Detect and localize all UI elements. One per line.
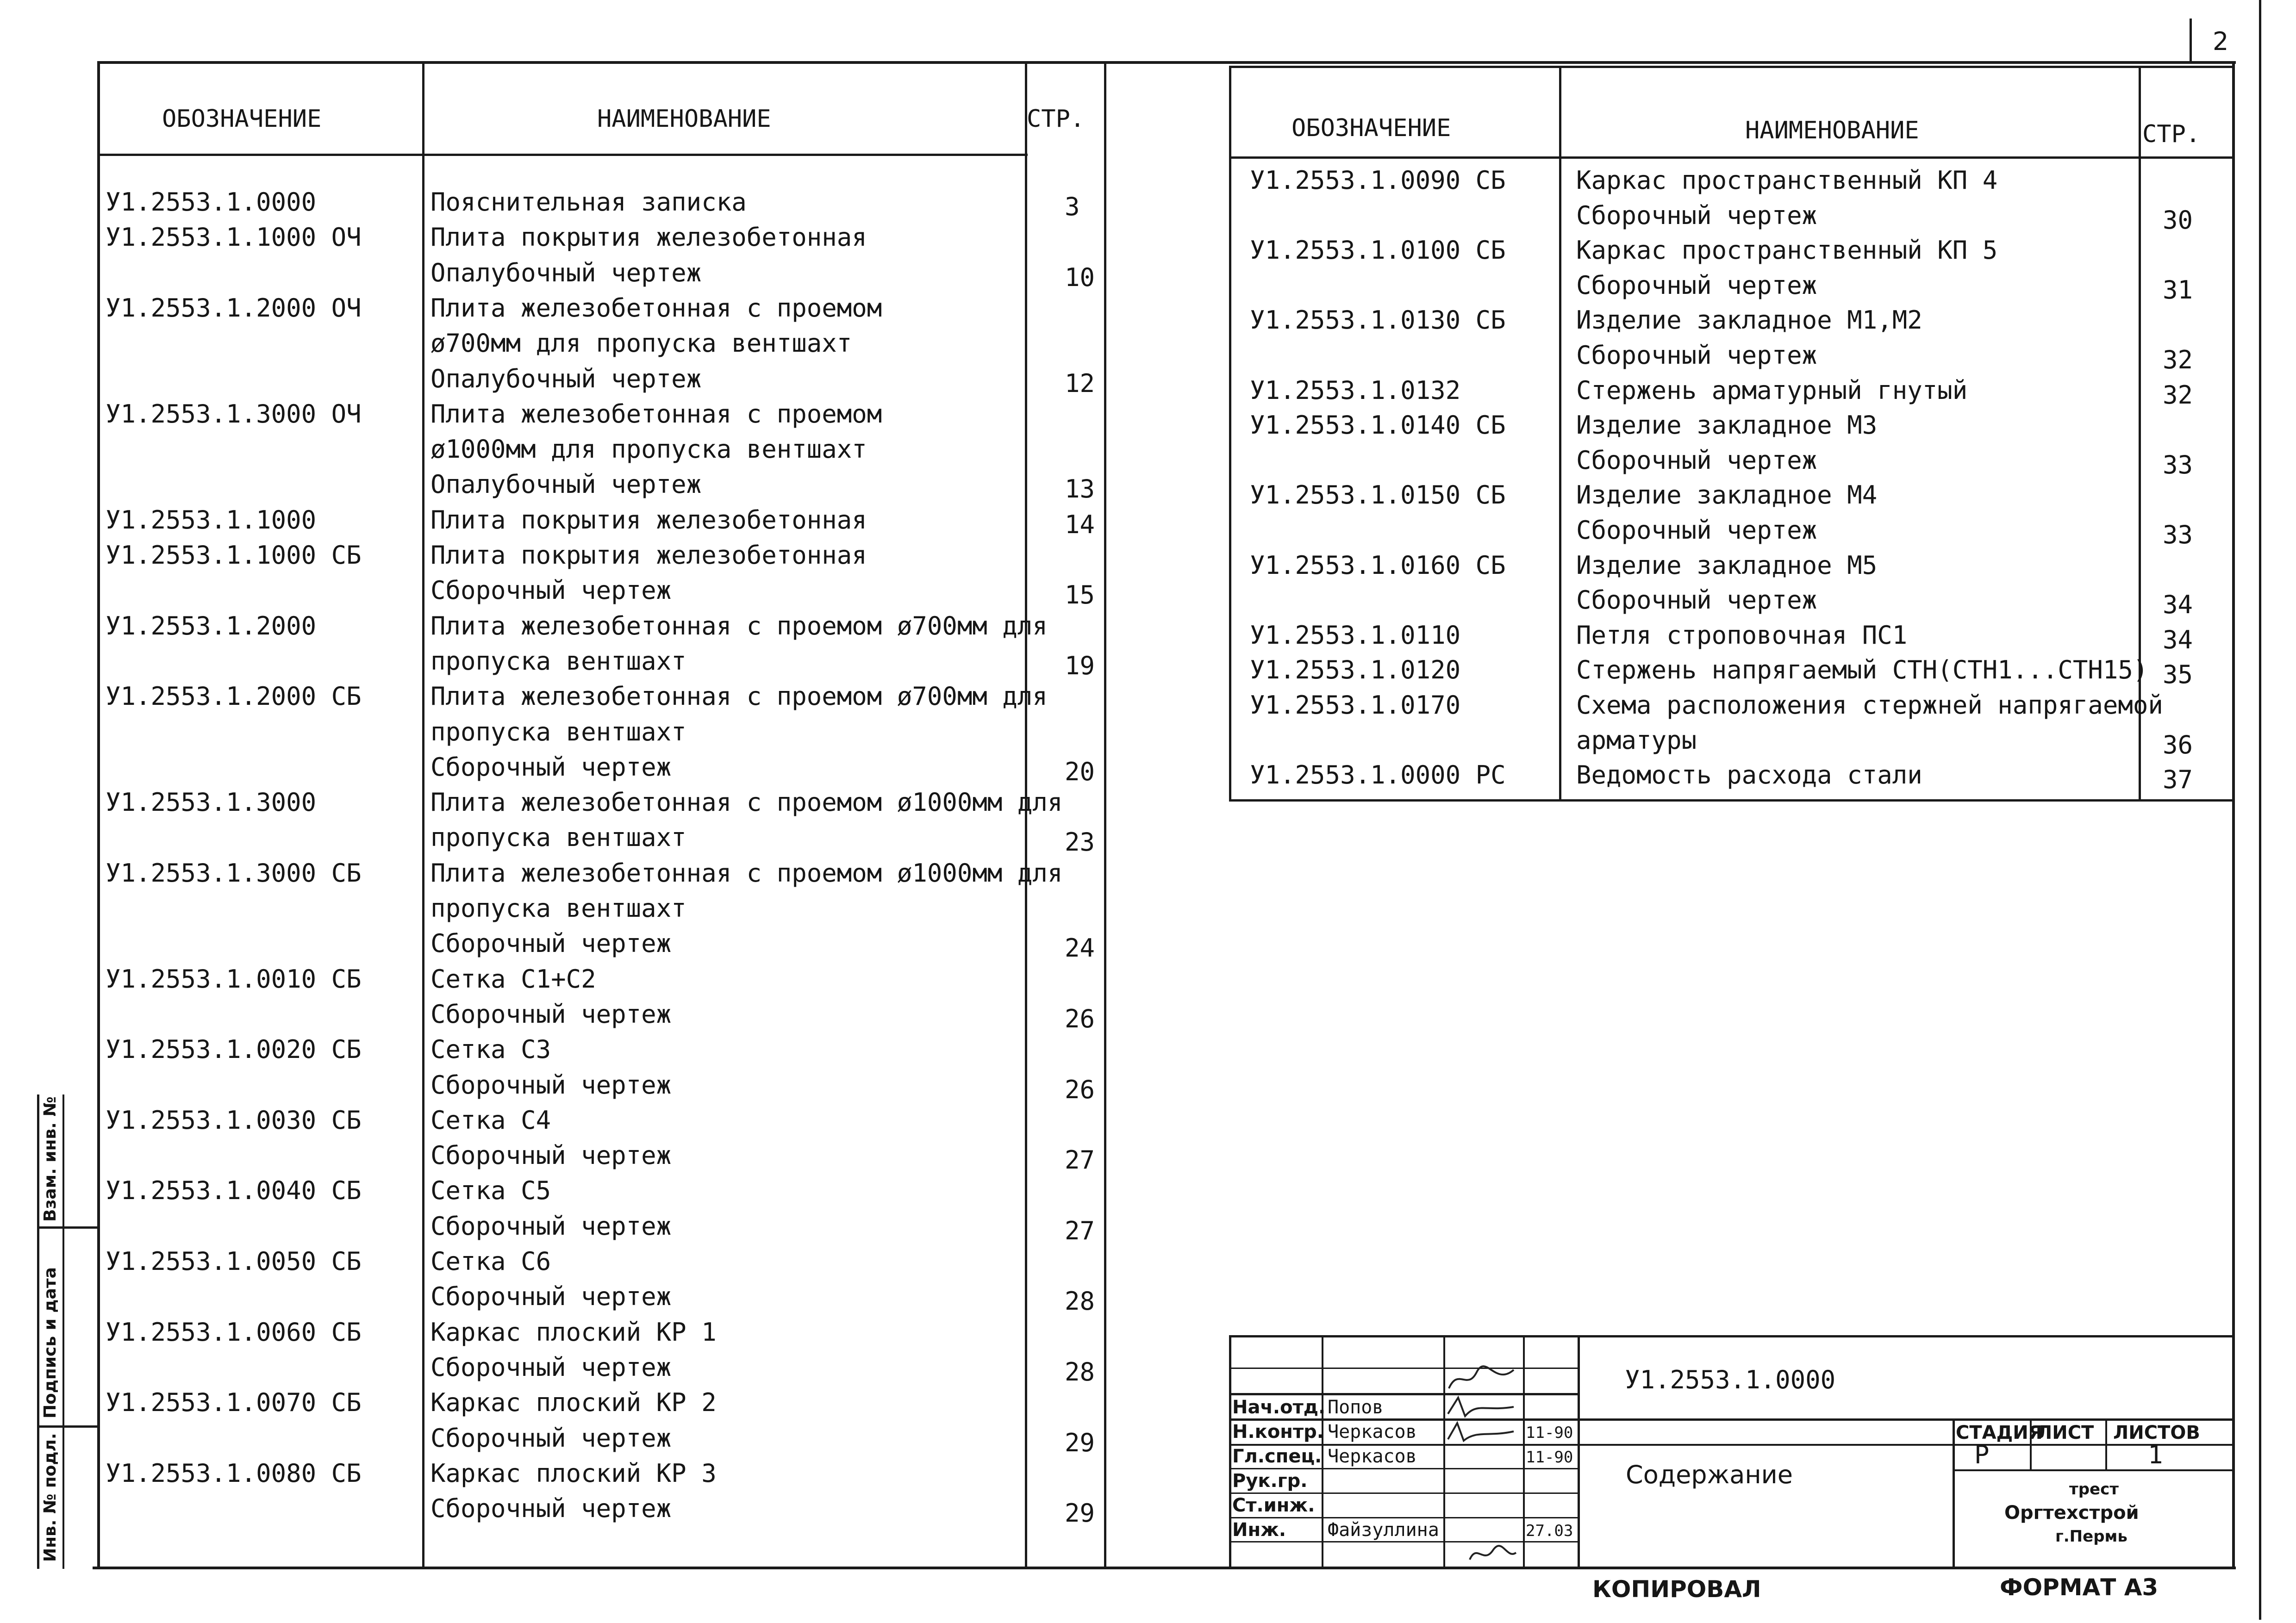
left-row-page: 28	[1065, 1357, 1095, 1387]
left-col-sep-3	[1104, 61, 1106, 1569]
left-header-code: ОБОЗНАЧЕНИЕ	[162, 105, 322, 133]
tb-org-line1: трест	[2069, 1480, 2119, 1499]
tb-col-d	[1578, 1335, 1580, 1567]
tb-sheet-label: ЛИСТ	[2037, 1422, 2094, 1443]
left-row-name: пропуска вентшахт	[430, 646, 686, 676]
left-row-name: Каркас плоский КР 1	[430, 1317, 717, 1347]
right-row-code: У1.2553.1.0132	[1250, 375, 1461, 405]
right-row-name: Изделие закладное М1,М2	[1576, 305, 1922, 335]
left-row-code: У1.2553.1.1000 ОЧ	[106, 223, 362, 252]
right-row-name: Изделие закладное М3	[1576, 410, 1878, 440]
left-row-code: У1.2553.1.2000	[106, 611, 317, 640]
tb-grid-h8	[1229, 1541, 1578, 1542]
tb-grid-h1	[1229, 1368, 1578, 1369]
left-row-name: Плита железобетонная с проемом	[430, 399, 882, 429]
left-row-name: Плита железобетонная с проемом ø1000мм для	[430, 858, 1063, 888]
right-row-code: У1.2553.1.0000 РС	[1250, 760, 1506, 790]
left-row-page: 15	[1065, 580, 1095, 610]
frame-top-line	[97, 61, 2236, 64]
right-row-name: Схема расположения стержней напрягаемой	[1576, 690, 2163, 720]
left-row-name: ø1000мм для пропуска вентшахт	[430, 435, 867, 464]
right-header-code: ОБОЗНАЧЕНИЕ	[1292, 114, 1451, 142]
left-row-page: 20	[1065, 757, 1095, 786]
left-row-name: Каркас плоский КР 2	[430, 1388, 717, 1418]
tb-doc-code: У1.2553.1.0000	[1625, 1365, 1836, 1394]
left-row-name: Сетка С3	[430, 1035, 551, 1064]
right-row-page: 34	[2163, 625, 2193, 654]
right-row-code: У1.2553.1.0120	[1250, 655, 1461, 685]
left-row-name: Сборочный чертеж	[430, 752, 672, 782]
tb-row-role: Ст.инж.	[1232, 1495, 1315, 1516]
signature-4	[1467, 1541, 1518, 1567]
right-row-name: арматуры	[1576, 725, 1697, 755]
tb-stage-bottom	[1953, 1469, 2235, 1471]
right-row-code: У1.2553.1.0130 СБ	[1250, 305, 1506, 335]
left-row-name: Плита железобетонная с проемом	[430, 293, 882, 323]
left-row-name: Сборочный чертеж	[430, 1282, 672, 1312]
left-row-page: 23	[1065, 827, 1095, 857]
page-number-box-left	[2190, 19, 2192, 62]
left-row-code: У1.2553.1.2000 ОЧ	[106, 293, 362, 323]
right-table-bottom	[1229, 799, 2234, 802]
right-table-top	[1229, 66, 2234, 68]
left-row-page: 14	[1065, 510, 1095, 539]
right-row-page: 30	[2163, 205, 2193, 235]
left-row-name: Опалубочный чертеж	[430, 364, 702, 393]
right-row-name: Сборочный чертеж	[1576, 585, 1817, 615]
tb-row-role: Нач.отд.	[1232, 1397, 1326, 1418]
tb-stage-left	[1953, 1418, 1955, 1567]
right-row-code: У1.2553.1.0160 СБ	[1250, 550, 1506, 580]
left-row-page: 13	[1065, 474, 1095, 504]
tb-row-name: Черкасов	[1328, 1421, 1417, 1443]
frame-right-line	[2232, 61, 2235, 1569]
tb-sheets-label: ЛИСТОВ	[2113, 1422, 2200, 1443]
left-row-page: 26	[1065, 1004, 1095, 1033]
left-row-code: У1.2553.1.0030 СБ	[106, 1105, 362, 1135]
right-row-name: Сборочный чертеж	[1576, 200, 1817, 230]
right-header-name: НАИМЕНОВАНИЕ	[1745, 117, 1919, 144]
side-stamp-inv: Инв. № подл.	[41, 1433, 60, 1562]
tb-top	[1229, 1335, 2234, 1337]
left-row-code: У1.2553.1.0060 СБ	[106, 1317, 362, 1347]
right-row-name: Изделие закладное М5	[1576, 550, 1878, 580]
right-row-name: Каркас пространственный КП 4	[1576, 166, 1998, 195]
left-row-name: Сборочный чертеж	[430, 929, 672, 958]
right-row-name: Сборочный чертеж	[1576, 270, 1817, 300]
left-row-name: Плита покрытия железобетонная	[430, 505, 867, 535]
right-row-name: Каркас пространственный КП 5	[1576, 236, 1998, 265]
right-row-name: Петля строповочная ПС1	[1576, 620, 1908, 650]
tb-org-line3: г.Пермь	[2055, 1527, 2128, 1546]
tb-sheets-value: 1	[2148, 1440, 2163, 1469]
left-row-name: Плита железобетонная с проемом ø1000мм для	[430, 788, 1063, 817]
left-row-code: У1.2553.1.0020 СБ	[106, 1035, 362, 1064]
right-row-name: Изделие закладное М4	[1576, 480, 1878, 510]
left-row-code: У1.2553.1.0080 СБ	[106, 1458, 362, 1488]
tb-col-a	[1322, 1335, 1323, 1567]
tb-left	[1229, 1335, 1231, 1567]
tb-row-role: Инж.	[1232, 1519, 1286, 1541]
right-row-page: 36	[2163, 730, 2193, 759]
right-row-page: 37	[2163, 765, 2193, 795]
left-row-page: 12	[1065, 368, 1095, 398]
right-row-name: Ведомость расхода стали	[1576, 760, 1922, 790]
right-row-page: 35	[2163, 660, 2193, 690]
left-row-code: У1.2553.1.0050 СБ	[106, 1247, 362, 1276]
tb-grid-h2	[1229, 1393, 1578, 1395]
left-row-name: Сетка С6	[430, 1247, 551, 1276]
left-row-name: Сборочный чертеж	[430, 1070, 672, 1100]
side-stamp-mid-line	[62, 1094, 64, 1569]
tb-stage-value: Р	[1974, 1440, 1990, 1469]
right-row-code: У1.2553.1.0090 СБ	[1250, 166, 1506, 195]
right-row-name: Сборочный чертеж	[1576, 445, 1817, 475]
left-row-page: 19	[1065, 651, 1095, 680]
left-row-name: Плита железобетонная с проемом ø700мм для	[430, 682, 1048, 711]
left-row-code: У1.2553.1.2000 СБ	[106, 682, 362, 711]
left-row-name: Сетка С1+С2	[430, 964, 596, 994]
left-row-name: Плита покрытия железобетонная	[430, 541, 867, 570]
left-row-page: 27	[1065, 1216, 1095, 1245]
left-row-code: У1.2553.1.3000 СБ	[106, 858, 362, 888]
left-row-name: Сборочный чертеж	[430, 1352, 672, 1382]
tb-stage-label: СТАДИЯ	[1956, 1422, 2043, 1443]
left-row-name: Опалубочный чертеж	[430, 470, 702, 499]
right-row-code: У1.2553.1.0100 СБ	[1250, 236, 1506, 265]
left-row-page: 29	[1065, 1428, 1095, 1457]
left-row-page: 29	[1065, 1499, 1095, 1528]
signature-3	[1444, 1418, 1518, 1446]
tb-grid-h5	[1229, 1468, 1578, 1469]
left-row-name: Сборочный чертеж	[430, 1423, 672, 1453]
left-row-name: Опалубочный чертеж	[430, 258, 702, 287]
right-row-code: У1.2553.1.0150 СБ	[1250, 480, 1506, 510]
left-row-name: Сборочный чертеж	[430, 1141, 672, 1170]
left-row-name: Сборочный чертеж	[430, 999, 672, 1029]
right-row-page: 32	[2163, 380, 2193, 410]
tb-org-line2: Оргтехстрой	[2004, 1502, 2139, 1524]
tb-row-date: 27.03	[1526, 1522, 1573, 1540]
right-header-rule	[1229, 156, 2234, 159]
left-row-code: У1.2553.1.0070 СБ	[106, 1388, 362, 1418]
frame-bottom-line	[93, 1567, 2236, 1569]
right-row-name: Сборочный чертеж	[1576, 341, 1817, 370]
left-row-name: пропуска вентшахт	[430, 823, 686, 852]
tb-row-name: Черкасов	[1328, 1446, 1417, 1467]
footer-format: ФОРМАТ А3	[2000, 1574, 2159, 1601]
side-stamp-replace: Взам. инв. №	[41, 1096, 60, 1222]
left-row-code: У1.2553.1.0000	[106, 187, 317, 217]
left-row-name: Сетка С5	[430, 1176, 551, 1206]
tb-stage-sep-2	[2105, 1418, 2107, 1469]
right-row-page: 32	[2163, 345, 2193, 374]
left-row-code: У1.2553.1.0010 СБ	[106, 964, 362, 994]
frame-left-line	[97, 61, 100, 1569]
left-row-name: пропуска вентшахт	[430, 717, 686, 746]
right-row-name: Стержень арматурный гнутый	[1576, 375, 1968, 405]
left-row-name: Сборочный чертеж	[430, 1211, 672, 1241]
left-row-code: У1.2553.1.3000	[106, 788, 317, 817]
tb-row-role: Н.контр.	[1232, 1421, 1324, 1443]
left-row-page: 24	[1065, 933, 1095, 963]
footer-copied: КОПИРОВАЛ	[1592, 1576, 1761, 1603]
left-row-name: пропуска вентшахт	[430, 894, 686, 923]
left-row-name: Пояснительная записка	[430, 187, 747, 217]
tb-row-name: Попов	[1328, 1397, 1384, 1418]
right-row-page: 31	[2163, 275, 2193, 305]
left-row-page: 3	[1065, 192, 1080, 221]
tb-row-name: Файзуллина	[1328, 1519, 1439, 1541]
side-stamp-div-1	[37, 1226, 100, 1229]
left-row-name: Плита покрытия железобетонная	[430, 223, 867, 252]
tb-grid-h6	[1229, 1492, 1578, 1494]
left-row-page: 28	[1065, 1287, 1095, 1316]
left-row-name: Сборочный чертеж	[430, 1494, 672, 1524]
side-stamp-div-2	[37, 1425, 100, 1428]
left-row-code: У1.2553.1.1000	[106, 505, 317, 535]
signature-1	[1444, 1363, 1518, 1395]
side-stamp-signature: Подпись и дата	[41, 1267, 60, 1418]
left-row-page: 27	[1065, 1145, 1095, 1175]
left-row-page: 10	[1065, 262, 1095, 292]
right-row-page: 34	[2163, 590, 2193, 620]
right-row-code: У1.2553.1.0140 СБ	[1250, 410, 1506, 440]
tb-row-date: 11-90	[1526, 1424, 1573, 1442]
left-row-page: 26	[1065, 1075, 1095, 1104]
left-header-page: СТР.	[1027, 105, 1085, 133]
tb-col-c	[1523, 1335, 1525, 1567]
right-row-page: 33	[2163, 450, 2193, 479]
tb-row-date: 11-90	[1526, 1448, 1573, 1467]
signature-2	[1444, 1393, 1518, 1421]
left-row-code: У1.2553.1.1000 СБ	[106, 541, 362, 570]
left-row-name: Плита железобетонная с проемом ø700мм для	[430, 611, 1048, 640]
right-col-sep-1	[1559, 66, 1561, 802]
left-header-rule	[97, 154, 1028, 156]
page-number: 2	[2213, 27, 2229, 56]
left-row-code: У1.2553.1.0040 СБ	[106, 1176, 362, 1206]
left-row-name: Сетка С4	[430, 1105, 551, 1135]
tb-grid-h7	[1229, 1517, 1578, 1518]
right-table-left	[1229, 66, 1231, 802]
left-row-name: Каркас плоский КР 3	[430, 1458, 717, 1488]
right-row-name: Сборочный чертеж	[1576, 516, 1817, 545]
frame-outer-right-line	[2259, 0, 2261, 1620]
left-row-code: У1.2553.1.3000 ОЧ	[106, 399, 362, 429]
tb-row-role: Рук.гр.	[1232, 1470, 1308, 1492]
left-row-name: Сборочный чертеж	[430, 576, 672, 605]
left-col-sep-1	[422, 61, 424, 1569]
right-row-page: 33	[2163, 520, 2193, 549]
side-stamp-left-line	[37, 1094, 39, 1569]
right-row-code: У1.2553.1.0110	[1250, 620, 1461, 650]
right-row-code: У1.2553.1.0170	[1250, 690, 1461, 720]
left-row-name: ø700мм для пропуска вентшахт	[430, 329, 852, 358]
tb-title: Содержание	[1626, 1460, 1793, 1489]
tb-row-role: Гл.спец.	[1232, 1446, 1322, 1467]
right-row-name: Стержень напрягаемый СТН(СТН1...СТН15)	[1576, 655, 2148, 685]
left-header-name: НАИМЕНОВАНИЕ	[597, 105, 771, 133]
right-header-page: СТР.	[2142, 120, 2201, 148]
